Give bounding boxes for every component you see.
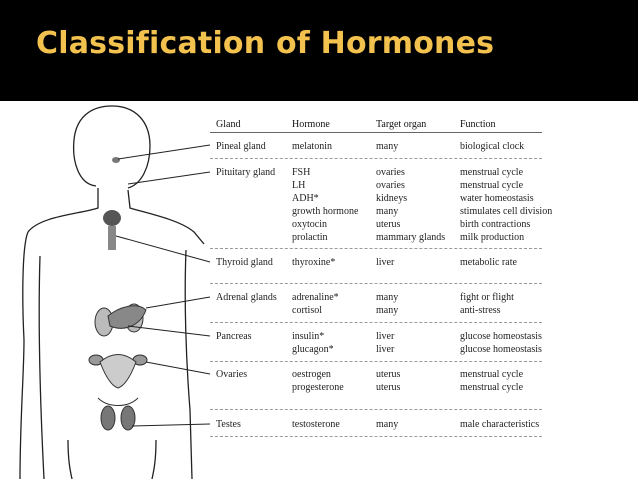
row-pancreas-gland: Pancreas xyxy=(216,331,252,342)
torso-right-outline xyxy=(128,190,204,244)
row-divider xyxy=(210,248,542,249)
row-thyroid-function: metabolic rate xyxy=(460,257,517,268)
row-growth-target: many xyxy=(376,206,399,217)
row-oestrogen-hormone: oestrogen xyxy=(292,369,331,380)
row-divider xyxy=(210,436,542,437)
row-adh-hormone: ADH* xyxy=(292,193,319,204)
row-progesterone-target: uterus xyxy=(376,382,401,393)
row-pineal-hormone: melatonin xyxy=(292,141,332,152)
head-outline xyxy=(74,106,150,188)
row-adrenaline-hormone: adrenaline* xyxy=(292,292,339,303)
row-oxytocin-target: uterus xyxy=(376,219,401,230)
row-prolactin-target: mammary glands xyxy=(376,232,446,243)
row-oestrogen-target: uterus xyxy=(376,369,401,380)
human-body-diagram xyxy=(0,101,220,479)
header-hormone: Hormone xyxy=(292,119,330,130)
row-prolactin-function: milk production xyxy=(460,232,525,243)
row-lh-target: ovaries xyxy=(376,180,405,191)
row-glucagon-target: liver xyxy=(376,344,395,355)
thyroid-shape xyxy=(103,210,121,250)
header-rule xyxy=(210,132,542,133)
row-fsh-function: menstrual cycle xyxy=(460,167,524,178)
row-thyroid-gland: Thyroid gland xyxy=(216,257,273,268)
row-testosterone-hormone: testosterone xyxy=(292,419,340,430)
ovaries-uterus-shape xyxy=(89,355,147,389)
row-growth-hormone: growth hormone xyxy=(292,206,359,217)
row-adrenal-gland: Adrenal glands xyxy=(216,292,277,303)
header-gland: Gland xyxy=(216,119,241,130)
row-adrenaline-function: fight or flight xyxy=(460,292,514,303)
testes-shape xyxy=(98,398,138,430)
row-divider xyxy=(210,322,542,323)
row-oxytocin-hormone: oxytocin xyxy=(292,219,327,230)
row-cortisol-function: anti-stress xyxy=(460,305,501,316)
row-pineal-gland: Pineal gland xyxy=(216,141,266,152)
row-thyroid-hormone: thyroxine* xyxy=(292,257,336,268)
row-thyroid-target: liver xyxy=(376,257,395,268)
row-pineal-target: many xyxy=(376,141,399,152)
row-insulin-hormone: insulin* xyxy=(292,331,325,342)
row-fsh-target: ovaries xyxy=(376,167,405,178)
torso-left-outline xyxy=(20,188,98,479)
row-pituitary-gland: Pituitary gland xyxy=(216,167,276,178)
row-progesterone-hormone: progesterone xyxy=(292,382,344,393)
slide-title: Classification of Hormones xyxy=(36,26,495,61)
adrenal-kidneys-shape xyxy=(95,304,146,336)
left-arm-outline xyxy=(39,256,44,479)
row-insulin-target: liver xyxy=(376,331,395,342)
row-ovaries-gland: Ovaries xyxy=(216,369,248,380)
row-testes-gland: Testes xyxy=(216,419,241,430)
row-prolactin-hormone: prolactin xyxy=(292,232,328,243)
row-adh-function: water homeostasis xyxy=(460,193,534,204)
row-adh-target: kidneys xyxy=(376,193,408,204)
row-divider xyxy=(210,409,542,410)
row-cortisol-target: many xyxy=(376,305,399,316)
row-divider xyxy=(210,361,542,362)
row-testosterone-function: male characteristics xyxy=(460,419,540,430)
row-divider xyxy=(210,283,542,284)
header-function: Function xyxy=(460,119,496,130)
row-oxytocin-function: birth contractions xyxy=(460,219,531,230)
right-arm-outline xyxy=(185,250,192,479)
row-insulin-function: glucose homeostasis xyxy=(460,331,542,342)
row-growth-function: stimulates cell division xyxy=(460,206,553,217)
row-lh-hormone: LH xyxy=(292,180,306,191)
row-divider xyxy=(210,158,542,159)
row-cortisol-hormone: cortisol xyxy=(292,305,322,316)
row-oestrogen-function: menstrual cycle xyxy=(460,369,524,380)
row-glucagon-hormone: glucagon* xyxy=(292,344,334,355)
pineal-gland-shape xyxy=(112,157,120,163)
row-lh-function: menstrual cycle xyxy=(460,180,524,191)
leg-outline xyxy=(68,440,156,479)
row-progesterone-function: menstrual cycle xyxy=(460,382,524,393)
header-target-organ: Target organ xyxy=(376,119,427,130)
row-testosterone-target: many xyxy=(376,419,399,430)
row-fsh-hormone: FSH xyxy=(292,167,311,178)
row-adrenaline-target: many xyxy=(376,292,399,303)
row-glucagon-function: glucose homeostasis xyxy=(460,344,542,355)
row-pineal-function: biological clock xyxy=(460,141,525,152)
